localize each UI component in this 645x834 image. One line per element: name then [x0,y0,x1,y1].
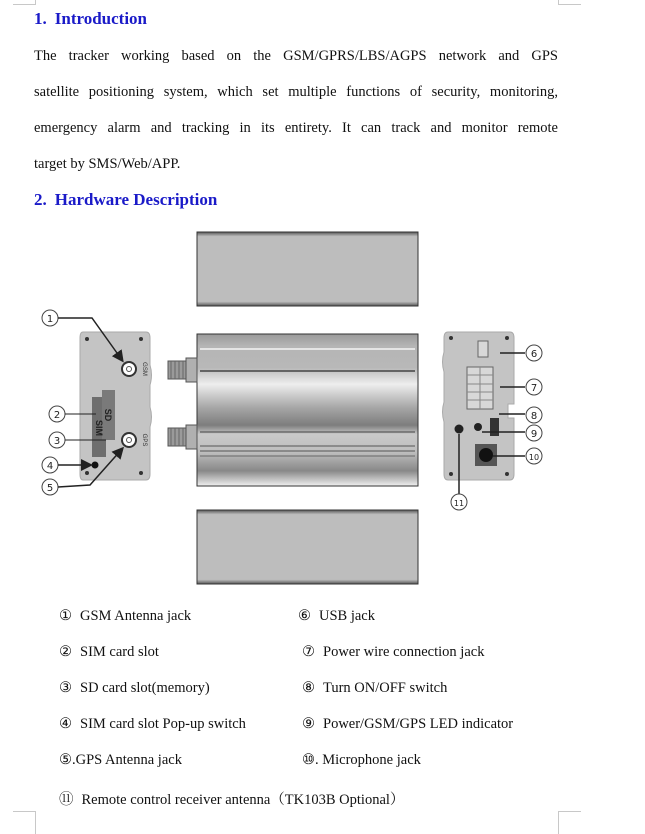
legend-marker: ④ [59,716,72,732]
svg-text:6: 6 [530,349,538,360]
section-heading-hardware [34,190,217,210]
legend-marker: ⑧ [302,680,315,696]
svg-text:7: 7 [530,383,538,394]
svg-text:8: 8 [530,411,538,422]
legend-marker: ⑨ [302,716,315,732]
page-corner-mark [558,811,581,834]
legend-text: .GPS Antenna jack [72,752,182,768]
svg-text:10: 10 [528,453,540,462]
legend-item [59,680,210,697]
svg-text:4: 4 [46,461,54,472]
legend-marker: ⑪ [59,792,74,808]
legend-item [302,680,447,697]
legend-item [302,716,513,733]
legend-marker: ⑤ [59,752,72,768]
legend-marker: ③ [59,680,72,696]
sd-panel-label: SD [103,408,113,422]
section-number: 2. [34,190,47,209]
legend-text: Remote control receiver antenna（TK103B Optional） [81,792,405,808]
legend-text: SD card slot(memory) [80,680,210,696]
gsm-panel-label: GSM [141,362,147,376]
legend-item [59,644,159,661]
legend-text: SIM card slot Pop-up switch [80,716,246,732]
legend-item [59,752,182,769]
main-body [197,334,418,486]
svg-text:5: 5 [46,483,54,494]
section-title: Introduction [54,9,148,28]
legend-marker: ② [59,644,72,660]
svg-text:3: 3 [53,436,61,447]
legend-item [302,644,484,661]
legend-text: GSM Antenna jack [80,608,192,624]
legend-item-footer [59,788,404,809]
paragraph-line: The tracker working based on the GSM/GPRS/LBS/AGPS network and GPS [34,48,558,64]
paragraph-line: satellite positioning system, which set multiple functions of security, monitoring, [34,84,558,100]
svg-text:2: 2 [53,410,61,421]
left-end-panel [80,332,152,480]
legend-marker: ⑩ [302,752,315,768]
section-number: 1. [34,9,47,28]
legend-text: Power/GSM/GPS LED indicator [323,716,514,732]
introduction-paragraph [34,38,558,182]
legend-text: SIM card slot [80,644,159,660]
legend-item [298,608,375,625]
bottom-cover-plate [197,510,418,584]
page-corner-mark [13,0,36,5]
svg-text:1: 1 [46,314,54,325]
legend-text: Power wire connection jack [323,644,485,660]
legend-text: . Microphone jack [315,752,421,768]
legend-marker: ⑥ [298,608,311,624]
sim-panel-label: SIM [94,419,104,437]
right-end-panel [443,332,515,480]
section-heading-introduction [34,9,147,29]
page-corner-mark [558,0,581,5]
gps-panel-label: GPS [141,433,147,447]
svg-text:11: 11 [453,499,465,508]
hardware-diagram [0,222,645,592]
paragraph-line: target by SMS/Web/APP. [34,156,181,172]
gps-connector [168,425,197,449]
top-cover-plate [197,232,418,306]
legend-marker: ① [59,608,72,624]
paragraph-line: emergency alarm and tracking in its entirety. It can track and monitor remote [34,120,558,136]
page-corner-mark [13,811,36,834]
legend-text: USB jack [319,608,375,624]
legend-item [302,752,421,769]
legend-text: Turn ON/OFF switch [323,680,448,696]
section-title: Hardware Description [54,190,218,209]
legend-item [59,608,191,625]
gsm-connector [168,358,197,382]
legend-marker: ⑦ [302,644,315,660]
svg-text:9: 9 [530,429,538,440]
legend-item [59,716,246,733]
